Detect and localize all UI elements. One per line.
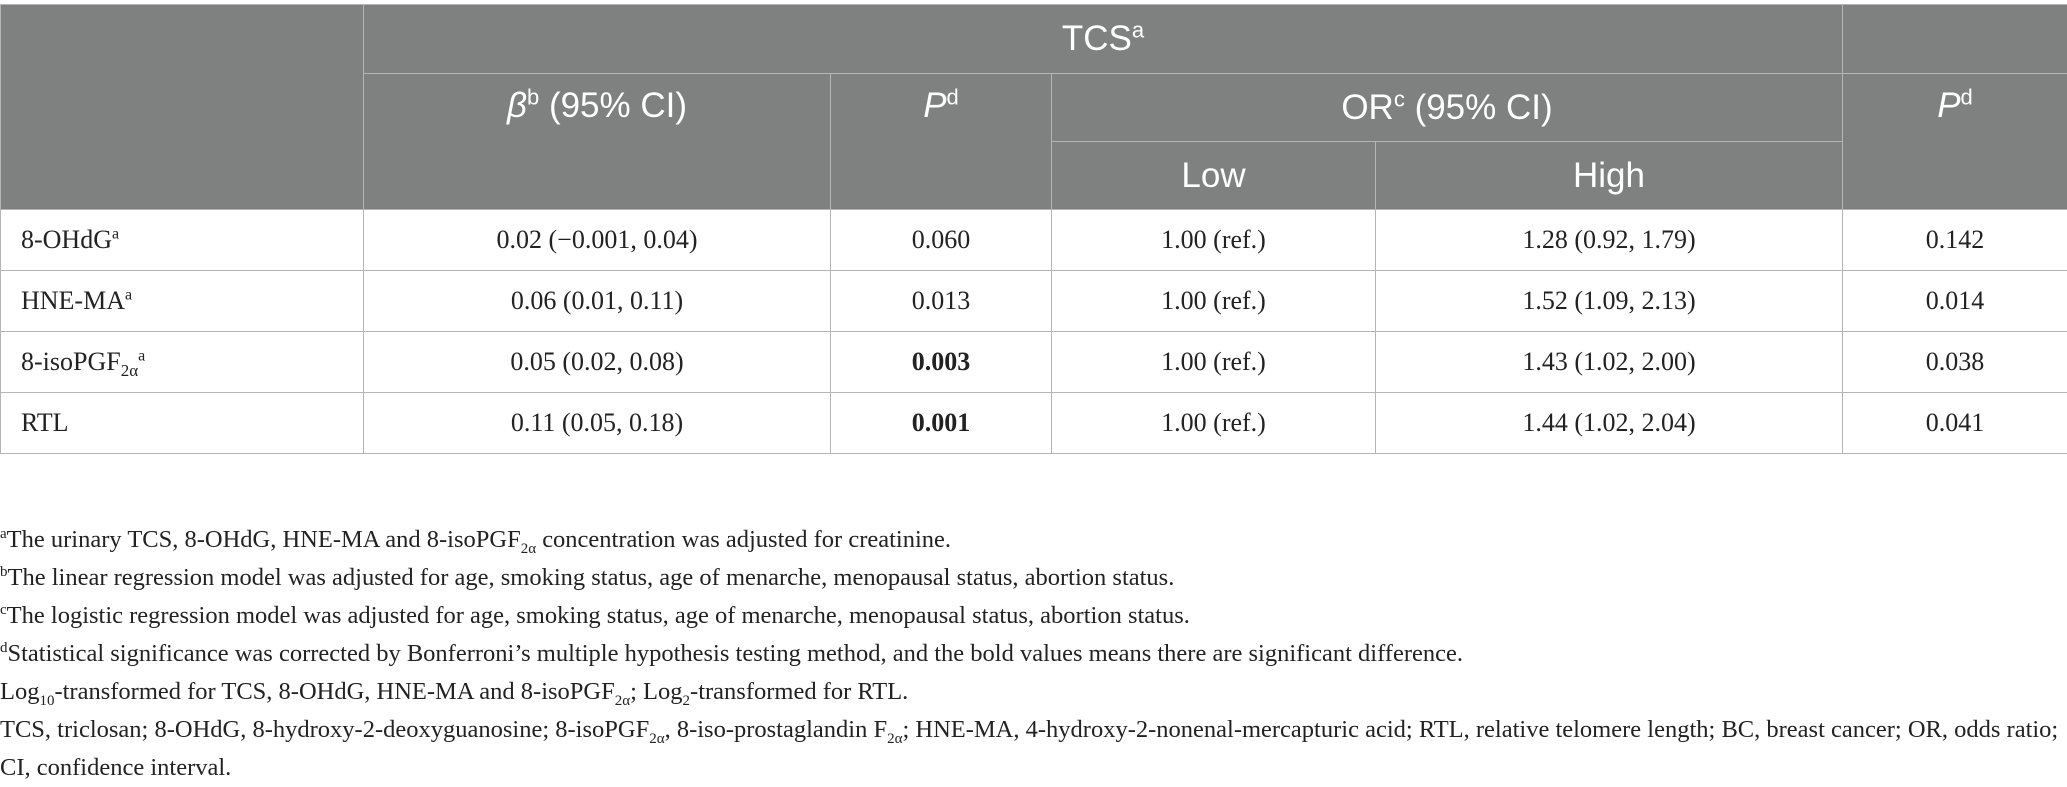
p-logistic-cell: 0.014: [1843, 271, 2067, 332]
table-row: [1, 210, 2067, 271]
p-logistic-cell: 0.038: [1843, 332, 2067, 393]
table-header: [1, 5, 2067, 210]
footnote-abbreviations: TCS, triclosan; 8-OHdG, 8-hydroxy-2-deoxyguanosine; 8-isoPGF$_{2\alpha}$, 8-iso-prostaglandin $F_{2\alpha}$; HNE-MA, 4-hydroxy-2-nonenal-mercapturic acid; RTL, relative telomere length; BC, breast cancer; OR, odds ratio; CI, confidence interval.: [0, 711, 2067, 787]
table-footnotes: [0, 521, 2067, 787]
footnote-c: $^c$The logistic regression model was adjusted for age, smoking status, age of menarche, menopausal status, abortion status.: [0, 597, 2067, 635]
footnote-d: $^d$Statistical significance was corrected by Bonferroni’s multiple hypothesis testing method, and the bold values means there are significant difference.: [0, 635, 2067, 673]
header-p-linear: $P^d$: [831, 74, 1052, 210]
beta-cell: 0.05 (0.02, 0.08): [364, 332, 831, 393]
table-row: [1, 271, 2067, 332]
table-row: [1, 332, 2067, 393]
row-label: 8-OHdG$^a$: [1, 210, 364, 271]
p-logistic-cell: 0.142: [1843, 210, 2067, 271]
or-high-cell: 1.52 (1.09, 2.13): [1376, 271, 1843, 332]
header-low: Low: [1052, 142, 1376, 210]
p-linear-cell: 0.003: [831, 332, 1052, 393]
p-linear-cell: 0.013: [831, 271, 1052, 332]
table-body: [1, 210, 2067, 454]
or-high-cell: 1.28 (0.92, 1.79): [1376, 210, 1843, 271]
or-high-cell: 1.43 (1.02, 2.00): [1376, 332, 1843, 393]
row-label: RTL: [1, 393, 364, 454]
header-tcs-group: TCS$^a$: [364, 5, 1843, 74]
p-linear-cell: 0.001: [831, 393, 1052, 454]
row-label: 8-isoPGF$_{2\alpha}^a$: [1, 332, 364, 393]
footnote-log: Log$_{10}$-transformed for TCS, 8-OHdG, HNE-MA and 8-isoPGF$_{2\alpha}$; Log$_2$-transformed for RTL.: [0, 673, 2067, 711]
or-low-cell: 1.00 (ref.): [1052, 393, 1376, 454]
or-low-cell: 1.00 (ref.): [1052, 210, 1376, 271]
footnote-a: $^a$The urinary TCS, 8-OHdG, HNE-MA and 8-isoPGF$_{2\alpha}$ concentration was adjusted for creatinine.: [0, 521, 2067, 559]
header-or: $OR^c$ (95% CI): [1052, 74, 1843, 142]
beta-cell: 0.11 (0.05, 0.18): [364, 393, 831, 454]
or-high-cell: 1.44 (1.02, 2.04): [1376, 393, 1843, 454]
or-low-cell: 1.00 (ref.): [1052, 332, 1376, 393]
footnote-b: $^b$The linear regression model was adjusted for age, smoking status, age of menarche, menopausal status, abortion status.: [0, 559, 2067, 597]
table-row: [1, 393, 2067, 454]
beta-cell: 0.06 (0.01, 0.11): [364, 271, 831, 332]
or-low-cell: 1.00 (ref.): [1052, 271, 1376, 332]
p-logistic-cell: 0.041: [1843, 393, 2067, 454]
header-p-logistic: $P^d$: [1843, 74, 2067, 210]
header-high: High: [1376, 142, 1843, 210]
row-label: HNE-$MA^a$: [1, 271, 364, 332]
header-corner: [1, 5, 364, 210]
header-beta: $\beta^b$ (95% CI): [364, 74, 831, 210]
beta-cell: 0.02 (−0.001, 0.04): [364, 210, 831, 271]
p-linear-cell: 0.060: [831, 210, 1052, 271]
results-table: [0, 4, 2067, 454]
header-blank: [1843, 5, 2067, 74]
